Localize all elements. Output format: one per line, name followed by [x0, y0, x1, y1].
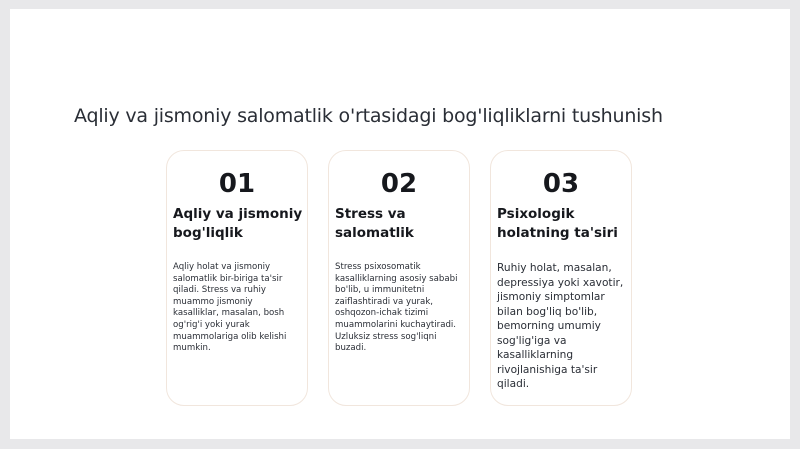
slide-title: Aqliy va jismoniy salomatlik o'rtasidagi bog'liqliklarni tushunish [74, 105, 663, 127]
card-heading: Psixologik holatning ta'siri [497, 206, 618, 241]
card-2 [328, 150, 470, 406]
card-3 [490, 150, 632, 406]
card-1 [166, 150, 308, 406]
card-description: Ruhiy holat, masalan, depressiya yoki xavotir, jismoniy simptomlar bilan bog'liq bo'lib, bemorning umumiy sog'lig'iga va kasalliklarning rivojlanishiga ta'sir qiladi. [497, 262, 624, 390]
card-description: Aqliy holat va jismoniy salomatlik bir-biriga ta'sir qiladi. Stress va ruhiy muammo jismoniy kasalliklar, masalan, bosh og'rig'i yoki yurak muammolariga olib kelishi mumkin. [173, 262, 287, 354]
card-number: 03 [542, 169, 580, 199]
card-number: 02 [380, 169, 418, 199]
card-heading: Stress va salomatlik [335, 206, 414, 241]
card-description: Stress psixosomatik kasalliklarning asosiy sababi bo'lib, u immunitetni zaiflashtiradi va yurak, oshqozon-ichak tizimi muammolarini kuchaytiradi. Uzluksiz stress sog'liqni buzadi. [335, 262, 458, 354]
slide [10, 9, 790, 439]
card-number: 01 [218, 169, 256, 199]
card-heading: Aqliy va jismoniy bog'liqlik [173, 206, 303, 241]
